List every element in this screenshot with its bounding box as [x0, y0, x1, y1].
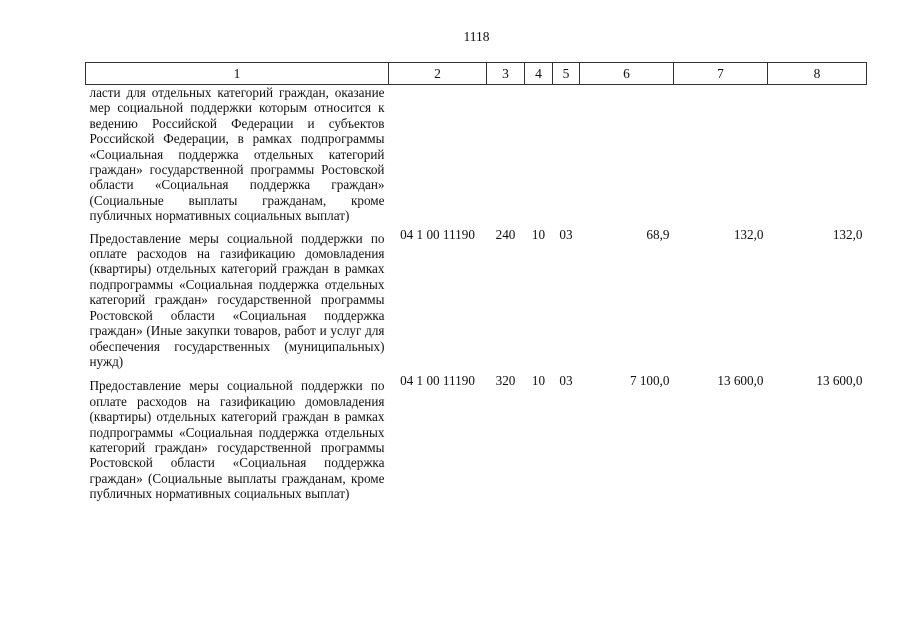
- header-col-3: 3: [487, 63, 525, 85]
- row-col-4: 10: [531, 226, 546, 242]
- header-row: [86, 63, 867, 85]
- row-col-8: 132,0: [832, 226, 863, 242]
- row-col-7: 132,0: [733, 226, 764, 242]
- header-col-5: 5: [553, 63, 580, 85]
- row-description: ласти для отдельных категорий граждан, оказание мер социальной поддержки которым относится к ведению Российской Федерации и субъектов Российской Федерации, в рамках подпрограммы «Социальная поддержка отдельных категорий граждан» государственной программы Ростовской области «Социальная поддержка граждан» (Социальные выплаты гражданам, кроме публичных нормативных социальных выплат): [89, 85, 385, 224]
- row-col-6: 68,9: [646, 226, 670, 242]
- row-col-3: 240: [495, 226, 516, 242]
- row-code: 04 1 00 11190: [400, 373, 475, 389]
- row-col-5: 03: [559, 373, 573, 389]
- row-col-8: 13 600,0: [816, 373, 863, 389]
- header-col-6: 6: [580, 63, 674, 85]
- header-col-8: 8: [768, 63, 867, 85]
- row-col-4: 10: [531, 373, 546, 389]
- row-col-3: 320: [495, 373, 516, 389]
- row-col-5: 03: [559, 226, 573, 242]
- header-col-7: 7: [674, 63, 768, 85]
- row-col-5: [553, 85, 580, 227]
- table-row: [86, 85, 867, 227]
- table-row: [86, 373, 867, 501]
- row-description: Предоставление меры социальной поддержки по оплате расходов на газификацию домовладения (квартиры) отдельных категорий граждан в рамках подпрограммы «Социальная поддержка отдельных категорий граждан» государственной программы Ростовской области «Социальная поддержка граждан» (Социальные выплаты гражданам, кроме публичных нормативных социальных выплат): [89, 378, 385, 502]
- row-col-7: [674, 85, 768, 227]
- row-description: Предоставление меры социальной поддержки по оплате расходов на газификацию домовладения (квартиры) отдельных категорий граждан в рамках подпрограммы «Социальная поддержка отдельных категорий граждан» государственной программы Ростовской области «Социальная поддержка граждан» (Иные закупки товаров, работ и услуг для обеспечения государственных (муниципальных) нужд): [89, 230, 385, 369]
- row-col-6: [580, 85, 674, 227]
- row-col-7: 13 600,0: [717, 373, 764, 389]
- header-col-2: 2: [389, 63, 487, 85]
- budget-table: [85, 62, 867, 502]
- header-col-4: 4: [525, 63, 553, 85]
- row-code: [389, 85, 487, 227]
- row-col-6: 7 100,0: [629, 373, 670, 389]
- page-number: 1118: [463, 29, 490, 44]
- row-code: 04 1 00 11190: [400, 226, 475, 242]
- header-col-1: 1: [86, 63, 389, 85]
- row-col-4: [525, 85, 553, 227]
- table-row: [86, 227, 867, 374]
- row-col-3: [487, 85, 525, 227]
- row-col-8: [768, 85, 867, 227]
